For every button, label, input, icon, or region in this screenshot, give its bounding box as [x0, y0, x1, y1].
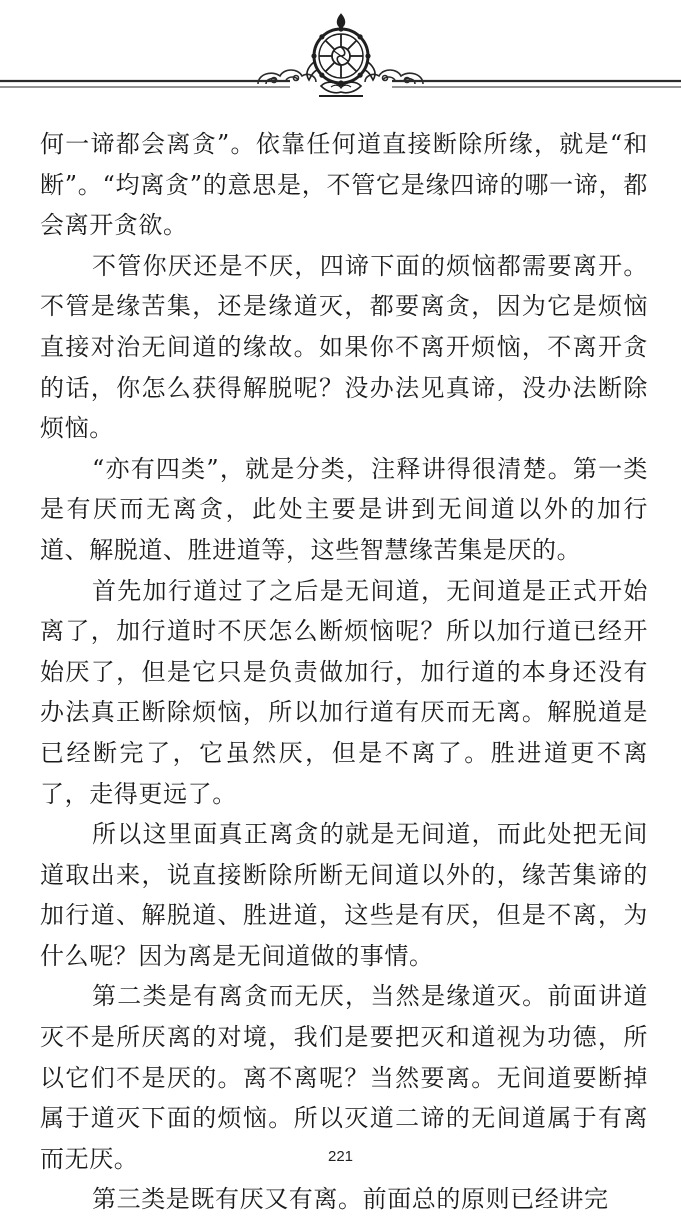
paragraph: 第二类是有离贪而无厌，当然是缘道灭。前面讲道灭不是所厌离的对境，我们是要把灭和道视为功德，所以它们不是厌的。离不离呢？当然要离。无间道要断掉属于道灭下面的烦恼。所以灭道二谛的无间道属于有离而无厌。 — [40, 982, 648, 1173]
paragraph: 不管你厌还是不厌，四谛下面的烦恼都需要离开。不管是缘苦集，还是缘道灭，都要离贪，因为它是烦恼直接对治无间道的缘故。如果你不离开烦恼，不离开贪的话，你怎么获得解脱呢？没办法见真谛，没办法断除烦恼。 — [40, 251, 648, 443]
paragraph: “亦有四类”，就是分类，注释讲得很清楚。第一类是有厌而无离贪，此处主要是讲到无间道以外的加行道、解脱道、胜进道等，这些智慧缘苦集是厌的。 — [40, 454, 648, 564]
header-ornament — [0, 0, 681, 110]
paragraph: 何一谛都会离贪”。依靠任何道直接断除所缘，就是“和断”。“均离贪”的意思是，不管它是缘四谛的哪一谛，都会离开贪欲。 — [40, 130, 648, 240]
body-text — [40, 124, 648, 1220]
paragraph: 第三类是既有厌又有离。前面总的原则已经讲完 — [92, 1185, 609, 1214]
dharma-wheel-icon — [307, 14, 375, 96]
page-number: 221 — [327, 1148, 354, 1165]
paragraph: 首先加行道过了之后是无间道，无间道是正式开始离了，加行道时不厌怎么断烦恼呢？所以加行道已经开始厌了，但是它只是负责做加行，加行道的本身还没有办法真正断除烦恼，所以加行道有厌而无离。解脱道是已经断完了，它虽然厌，但是不离了。胜进道更不离了，走得更远了。 — [40, 576, 648, 808]
paragraph: 所以这里面真正离贪的就是无间道，而此处把无间道取出来，说直接断除所断无间道以外的，缘苦集谛的加行道、解脱道、胜进道，这些是有厌，但是不离，为什么呢？因为离是无间道做的事情。 — [40, 820, 648, 970]
